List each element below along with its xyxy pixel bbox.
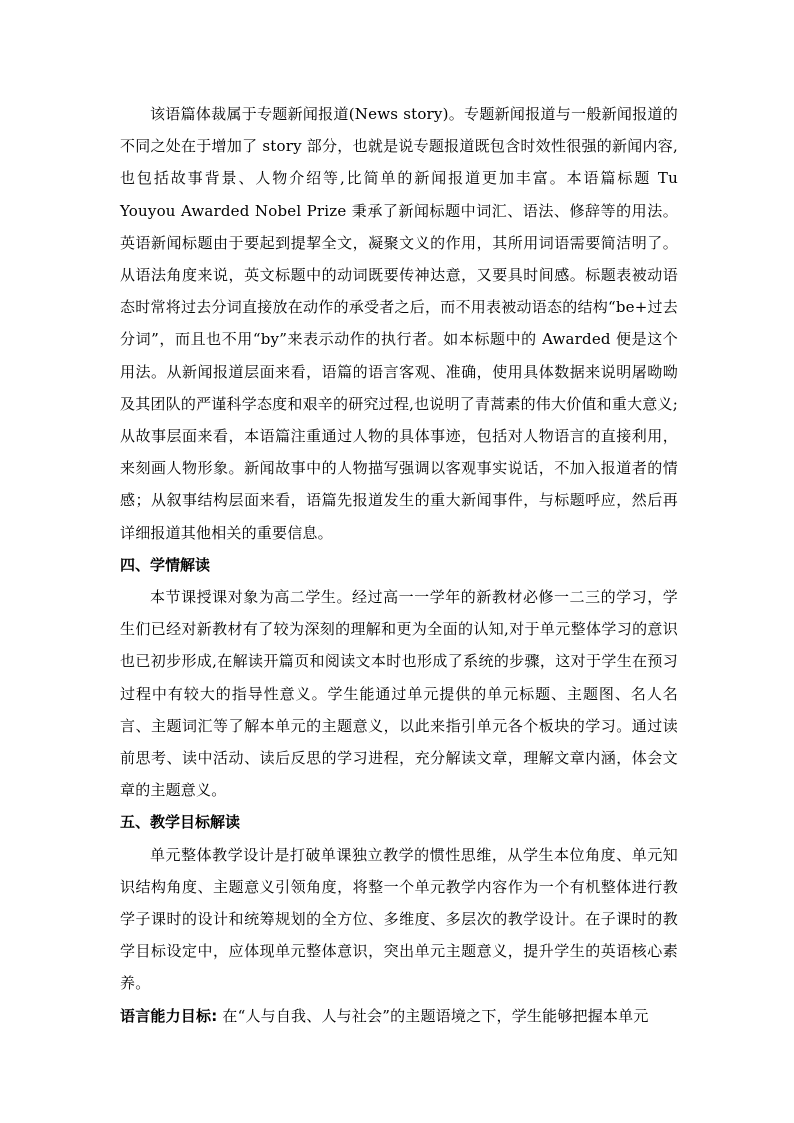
section-heading-teaching-goals: 五、教学目标解读 bbox=[120, 813, 241, 832]
paragraph-student-analysis: 本节课授课对象为高二学生。经过高一一学年的新教材必修一二三的学习，学生们已经对新教材有了较为深刻的理解和更为全面的认知,对于单元整体学习的意识也已初步形成,在解读开篇页和阅读文本时也形成了系统的步骤，这对于学生在预习过程中有较大的指导性意义。学生能通过单元提供的单元标题、主题图、名人名言、主题词汇等了解本单元的主题意义，以此来指引单元各个板块的学习。通过读前思考、读中活动、读后反思的学习进程，充分解读文章，理解文章内涵，体会文章的主题意义。 bbox=[120, 588, 678, 800]
section-heading-student-analysis: 四、学情解读 bbox=[120, 555, 211, 574]
language-goal-label: 语言能力目标: bbox=[120, 1006, 218, 1025]
paragraph-teaching-goals: 单元整体教学设计是打破单课独立教学的惯性思维，从学生本位角度、单元知识结构角度、主题意义引领角度，将整一个单元教学内容作为一个有机整体进行教学子课时的设计和统筹规划的全方位、多维度、多层次的教学设计。在子课时的教学目标设定中，应体现单元整体意识，突出单元主题意义，提升学生的英语核心素养。 bbox=[120, 845, 678, 993]
paragraph-language-goal bbox=[120, 1000, 678, 1032]
language-goal-text: 在“人与自我、人与社会”的主题语境之下，学生能够把握本单元 bbox=[217, 1006, 649, 1025]
paragraph-genre-analysis: 该语篇体裁属于专题新闻报道(News story)。专题新闻报道与一般新闻报道的不同之处在于增加了 story 部分，也就是说专题报道既包含时效性很强的新闻内容,也包括故事背景、人物介绍等,比简单的新闻报道更加丰富。本语篇标题 Tu Youyou Awarded Nobel Prize 秉承了新闻标题中词汇、语法、修辞等的用法。英语新闻标题由于要起到提挈全文，凝聚文义的作用，其所用词语需要简洁明了。从语法角度来说，英文标题中的动词既要传神达意，又要具时间感。标题表被动语态时常将过去分词直接放在动作的承受者之后，而不用表被动语态的结构“be+过去分词”，而且也不用“by”来表示动作的执行者。如本标题中的 Awarded 便是这个用法。从新闻报道层面来看，语篇的语言客观、准确，使用具体数据来说明屠呦呦及其团队的严谨科学态度和艰辛的研究过程,也说明了青蒿素的伟大价值和重大意义;从故事层面来看，本语篇注重通过人物的具体事迹，包括对人物语言的直接利用，来刻画人物形象。新闻故事中的人物描写强调以客观事实说话，不加入报道者的情感；从叙事结构层面来看，语篇先报道发生的重大新闻事件，与标题呼应，然后再详细报道其他相关的重要信息。 bbox=[120, 105, 678, 542]
document-page bbox=[120, 98, 678, 1032]
